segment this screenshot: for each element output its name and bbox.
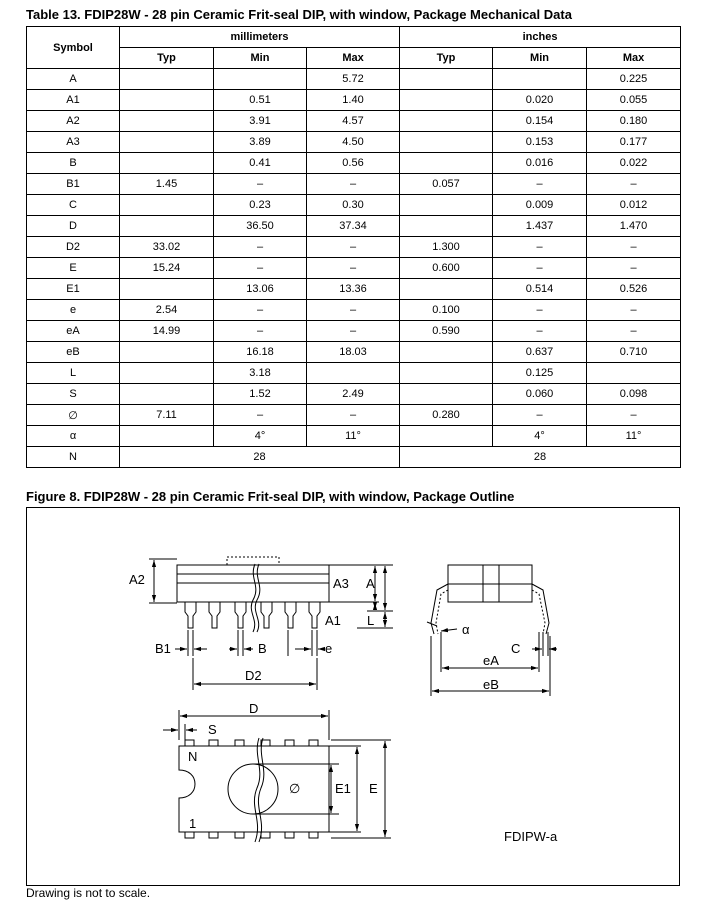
cell-value: – (587, 405, 681, 426)
cell-value: 4° (493, 426, 587, 447)
cell-symbol: e (27, 300, 120, 321)
cell-value: – (307, 321, 400, 342)
cell-symbol: ∅ (27, 405, 120, 426)
cell-symbol: eA (27, 321, 120, 342)
cell-value: 33.02 (120, 237, 214, 258)
table-row (27, 111, 681, 132)
label-A2: A2 (129, 572, 145, 587)
cell-value: 0.055 (587, 90, 681, 111)
cell-value: 0.022 (587, 153, 681, 174)
cell-value: 1.45 (120, 174, 214, 195)
header-in-typ: Typ (400, 48, 493, 69)
cell-value: 0.100 (400, 300, 493, 321)
cell-value (400, 426, 493, 447)
table-row (27, 153, 681, 174)
header-mm-min: Min (214, 48, 307, 69)
label-diameter: ∅ (289, 781, 301, 796)
label-e: e (325, 641, 333, 656)
header-mm-max: Max (307, 48, 400, 69)
cell-value: 3.91 (214, 111, 307, 132)
cell-value: 0.012 (587, 195, 681, 216)
cell-value (400, 216, 493, 237)
cell-value: 0.710 (587, 342, 681, 363)
cell-value (120, 216, 214, 237)
cell-value: 0.280 (400, 405, 493, 426)
cell-symbol: E (27, 258, 120, 279)
cell-value (120, 153, 214, 174)
cell-value: 0.060 (493, 384, 587, 405)
cell-value (120, 342, 214, 363)
label-A: A (366, 576, 375, 591)
cell-symbol: A (27, 69, 120, 90)
break-line-top (254, 738, 259, 842)
cell-value: – (493, 405, 587, 426)
cell-value: 13.06 (214, 279, 307, 300)
cell-value: – (587, 300, 681, 321)
cell-value: – (214, 258, 307, 279)
label-C: C (511, 641, 521, 656)
cell-value: 3.18 (214, 363, 307, 384)
cell-value: 2.49 (307, 384, 400, 405)
cell-value: 1.470 (587, 216, 681, 237)
cell-value: – (307, 174, 400, 195)
cell-pin-count-mm: 28 (120, 447, 400, 468)
label-L: L (367, 613, 375, 628)
package-outline-drawing (27, 508, 679, 885)
label-eB: eB (483, 677, 499, 692)
cell-symbol: A2 (27, 111, 120, 132)
label-E1: E1 (335, 781, 351, 796)
window-lid (227, 557, 279, 565)
cell-value (120, 384, 214, 405)
cell-value: 5.72 (307, 69, 400, 90)
cell-value: – (587, 237, 681, 258)
cell-value (120, 132, 214, 153)
cell-value: 4.50 (307, 132, 400, 153)
label-B1: B1 (155, 641, 171, 656)
cell-value: 0.590 (400, 321, 493, 342)
cell-value (120, 426, 214, 447)
cell-value: – (214, 174, 307, 195)
label-D2: D2 (245, 668, 262, 683)
cell-value: 0.23 (214, 195, 307, 216)
cell-value (120, 90, 214, 111)
cell-symbol: N (27, 447, 120, 468)
label-D: D (249, 701, 259, 716)
header-in-max: Max (587, 48, 681, 69)
table-row-N (27, 447, 681, 468)
cell-value: 0.56 (307, 153, 400, 174)
table-row (27, 279, 681, 300)
cell-symbol: E1 (27, 279, 120, 300)
cell-value: 11° (307, 426, 400, 447)
figure-caption: Figure 8. FDIP28W - 28 pin Ceramic Frit-seal DIP, with window, Package Outline (26, 489, 515, 504)
cell-value (400, 153, 493, 174)
cell-value (120, 111, 214, 132)
header-in-min: Min (493, 48, 587, 69)
cell-value (400, 195, 493, 216)
cell-value: 0.600 (400, 258, 493, 279)
cell-value (120, 363, 214, 384)
table-row (27, 90, 681, 111)
cell-value: 18.03 (307, 342, 400, 363)
cell-value: 11° (587, 426, 681, 447)
cell-value: – (307, 405, 400, 426)
cell-value: 0.016 (493, 153, 587, 174)
cell-value: – (214, 405, 307, 426)
cell-value (400, 363, 493, 384)
cell-value (400, 111, 493, 132)
label-A1: A1 (325, 613, 341, 628)
cell-symbol: A1 (27, 90, 120, 111)
cell-value (307, 363, 400, 384)
cell-value (400, 90, 493, 111)
label-A3: A3 (333, 576, 349, 591)
cell-symbol: S (27, 384, 120, 405)
mechanical-data-table (26, 26, 681, 468)
header-millimeters: millimeters (120, 27, 400, 48)
label-B: B (258, 641, 267, 656)
cell-value: – (493, 321, 587, 342)
cell-value: 0.30 (307, 195, 400, 216)
cell-value (120, 69, 214, 90)
cell-value: – (587, 258, 681, 279)
cell-value: – (214, 321, 307, 342)
label-pin-N: N (188, 749, 198, 764)
cell-value: – (307, 258, 400, 279)
cell-symbol: D (27, 216, 120, 237)
cell-value: 36.50 (214, 216, 307, 237)
scale-note: Drawing is not to scale. (26, 886, 151, 900)
table-row (27, 216, 681, 237)
cell-value (214, 69, 307, 90)
table-row (27, 300, 681, 321)
header-mm-typ: Typ (120, 48, 214, 69)
table-row (27, 342, 681, 363)
cell-value: – (493, 174, 587, 195)
cell-symbol: C (27, 195, 120, 216)
label-alpha: α (462, 622, 470, 637)
cell-value: 7.11 (120, 405, 214, 426)
table-row (27, 321, 681, 342)
cell-symbol: α (27, 426, 120, 447)
table-row (27, 363, 681, 384)
lead-end-left (431, 584, 448, 634)
cell-value: 14.99 (120, 321, 214, 342)
cell-symbol: A3 (27, 132, 120, 153)
cell-value (400, 384, 493, 405)
label-S: S (208, 722, 217, 737)
cell-value: 1.437 (493, 216, 587, 237)
cell-value: – (214, 237, 307, 258)
cell-value: 0.526 (587, 279, 681, 300)
cell-value: 2.54 (120, 300, 214, 321)
body-top-view (179, 746, 329, 832)
cell-value: 0.225 (587, 69, 681, 90)
table-row (27, 69, 681, 90)
cell-value: 0.125 (493, 363, 587, 384)
label-pin-1: 1 (189, 816, 197, 831)
cell-value: 3.89 (214, 132, 307, 153)
cell-value: – (493, 237, 587, 258)
package-outline-figure (26, 507, 680, 886)
table-row (27, 258, 681, 279)
cell-value: 4.57 (307, 111, 400, 132)
table-row (27, 174, 681, 195)
cell-value (120, 279, 214, 300)
cell-value (400, 342, 493, 363)
table-row (27, 132, 681, 153)
label-E: E (369, 781, 378, 796)
cell-value: 0.514 (493, 279, 587, 300)
cell-value: – (214, 300, 307, 321)
cell-value: – (307, 300, 400, 321)
cell-value: 0.51 (214, 90, 307, 111)
cell-value: – (587, 174, 681, 195)
cell-value: 4° (214, 426, 307, 447)
cell-value: – (493, 300, 587, 321)
cell-value: 0.098 (587, 384, 681, 405)
table-caption: Table 13. FDIP28W - 28 pin Ceramic Frit-seal DIP, with window, Package Mechanical Data (26, 7, 572, 22)
cell-value: 13.36 (307, 279, 400, 300)
table-row (27, 195, 681, 216)
cell-pin-count-inches: 28 (400, 447, 681, 468)
cell-value: – (493, 258, 587, 279)
cell-value (400, 279, 493, 300)
cell-value: 0.153 (493, 132, 587, 153)
cell-value (400, 69, 493, 90)
table-body (27, 69, 681, 468)
drawing-id: FDIPW-a (504, 829, 558, 844)
cell-value: 37.34 (307, 216, 400, 237)
cell-symbol: B (27, 153, 120, 174)
cell-value: 15.24 (120, 258, 214, 279)
cell-value (493, 69, 587, 90)
label-eA: eA (483, 653, 499, 668)
table-row (27, 405, 681, 426)
header-symbol: Symbol (27, 27, 120, 69)
cell-symbol: L (27, 363, 120, 384)
cell-value: 0.020 (493, 90, 587, 111)
cell-value: 16.18 (214, 342, 307, 363)
cell-value (120, 195, 214, 216)
cell-symbol: eB (27, 342, 120, 363)
cell-value: 0.154 (493, 111, 587, 132)
table-row (27, 426, 681, 447)
cell-value: – (587, 321, 681, 342)
cell-value: 1.300 (400, 237, 493, 258)
cell-value: 0.180 (587, 111, 681, 132)
cell-value: 0.637 (493, 342, 587, 363)
table-row (27, 237, 681, 258)
cell-value: 0.177 (587, 132, 681, 153)
cell-value: 0.009 (493, 195, 587, 216)
cell-value (400, 132, 493, 153)
lead-end-right (532, 584, 549, 634)
window-circle (228, 764, 278, 814)
cell-value (587, 363, 681, 384)
cell-value: 0.057 (400, 174, 493, 195)
cell-value: 0.41 (214, 153, 307, 174)
cell-symbol: D2 (27, 237, 120, 258)
cell-symbol: B1 (27, 174, 120, 195)
header-inches: inches (400, 27, 681, 48)
cell-value: 1.40 (307, 90, 400, 111)
table-row (27, 384, 681, 405)
cell-value: 1.52 (214, 384, 307, 405)
cell-value: – (307, 237, 400, 258)
